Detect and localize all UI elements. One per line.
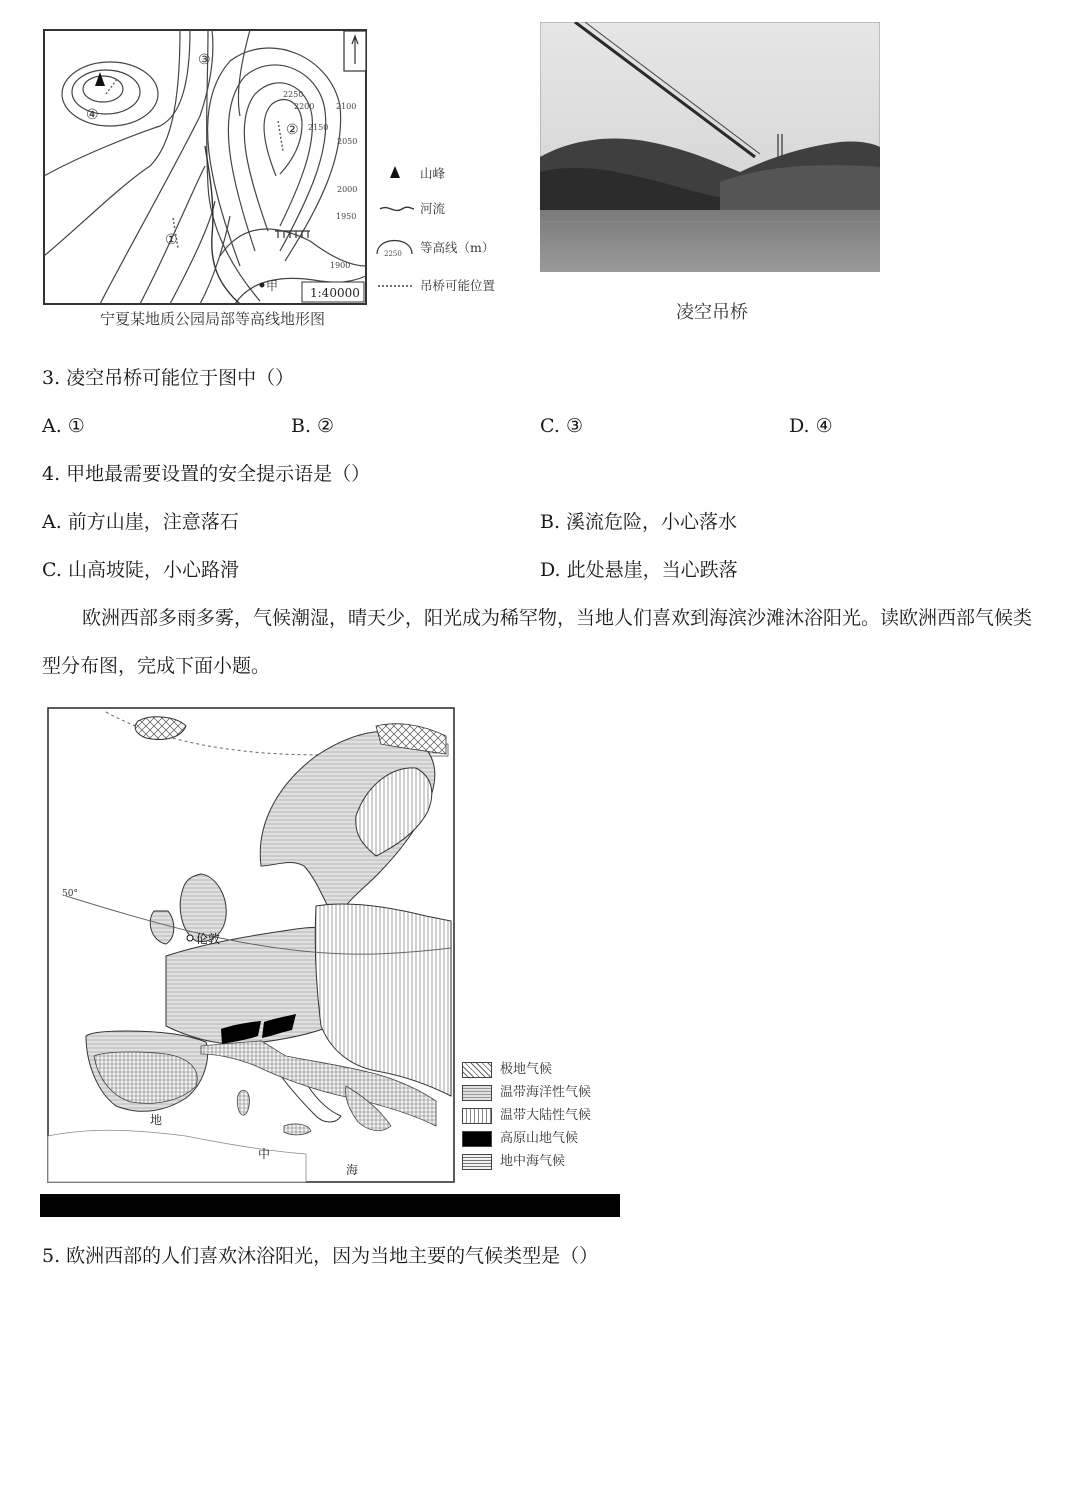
question-3-stem: 3. 凌空吊桥可能位于图中（） <box>42 367 295 389</box>
legend-temperate-continental: 温带大陆性气候 <box>462 1104 591 1124</box>
contour-map <box>40 26 520 310</box>
svg-text:地: 地 <box>150 1113 163 1127</box>
q4-option-d[interactable]: D. 此处悬崖，当心跌落 <box>540 559 738 581</box>
legend-peak-icon <box>390 166 400 178</box>
q4-option-c[interactable]: C. 山高坡陡，小心路滑 <box>42 559 239 581</box>
london-label: 伦敦 <box>196 932 221 946</box>
svg-text:2050: 2050 <box>337 137 358 146</box>
legend-highland: 高原山地气候 <box>462 1127 578 1147</box>
svg-text:中: 中 <box>258 1147 271 1161</box>
svg-text:2100: 2100 <box>336 102 357 111</box>
point-4-label: ④ <box>86 107 99 123</box>
q3-option-d[interactable]: D. ④ <box>789 415 833 437</box>
contour-map-figure <box>40 26 520 310</box>
legend-bridge: 吊桥可能位置 <box>420 278 496 293</box>
legend-river-icon <box>380 207 414 210</box>
svg-text:1900: 1900 <box>330 261 351 270</box>
q3-option-a[interactable]: A. ① <box>42 415 85 437</box>
passage: 欧洲西部多雨多雾，气候潮湿，晴天少，阳光成为稀罕物，当地人们喜欢到海滨沙滩沐浴阳光。读欧洲西部气候类型分布图，完成下面小题。 <box>42 607 1033 677</box>
q3-option-b[interactable]: B. ② <box>291 415 335 437</box>
legend-contour: 等高线（m） <box>420 240 495 255</box>
europe-climate-map <box>46 706 456 1184</box>
jia-point <box>260 283 265 288</box>
figure2-caption: 凌空吊桥 <box>676 302 748 323</box>
svg-text:50°: 50° <box>62 889 78 899</box>
question-5-stem: 5. 欧洲西部的人们喜欢沐浴阳光，因为当地主要的气候类型是（） <box>42 1245 599 1267</box>
svg-text:2250: 2250 <box>384 250 402 258</box>
point-2-label: ② <box>286 122 299 138</box>
legend-temperate-oceanic: 温带海洋性气候 <box>462 1081 591 1101</box>
redaction-bar <box>40 1194 620 1217</box>
q4-option-b[interactable]: B. 溪流危险，小心落水 <box>540 511 738 533</box>
legend-peak: 山峰 <box>420 166 446 181</box>
figure1-caption: 宁夏某地质公园局部等高线地形图 <box>100 310 326 328</box>
svg-text:海: 海 <box>346 1163 359 1177</box>
bridge-photo <box>540 22 880 272</box>
q3-option-c[interactable]: C. ③ <box>540 415 583 437</box>
svg-text:2200: 2200 <box>294 102 315 111</box>
jia-label: 甲 <box>266 279 279 293</box>
svg-text:2250: 2250 <box>283 90 304 99</box>
point-3-label: ③ <box>198 52 211 68</box>
svg-text:2000: 2000 <box>337 185 358 194</box>
q4-option-a[interactable]: A. 前方山崖，注意落石 <box>42 511 239 533</box>
svg-text:2150: 2150 <box>308 123 329 132</box>
svg-text:1950: 1950 <box>336 212 357 221</box>
scale-label: 1:40000 <box>310 286 360 300</box>
europe-climate-map-figure <box>46 706 456 1184</box>
legend-polar: 极地气候 <box>462 1058 552 1078</box>
question-4-stem: 4. 甲地最需要设置的安全提示语是（） <box>42 463 371 485</box>
point-1-label: ① <box>165 232 178 248</box>
legend-river: 河流 <box>420 201 446 216</box>
legend-mediterranean: 地中海气候 <box>462 1150 565 1170</box>
